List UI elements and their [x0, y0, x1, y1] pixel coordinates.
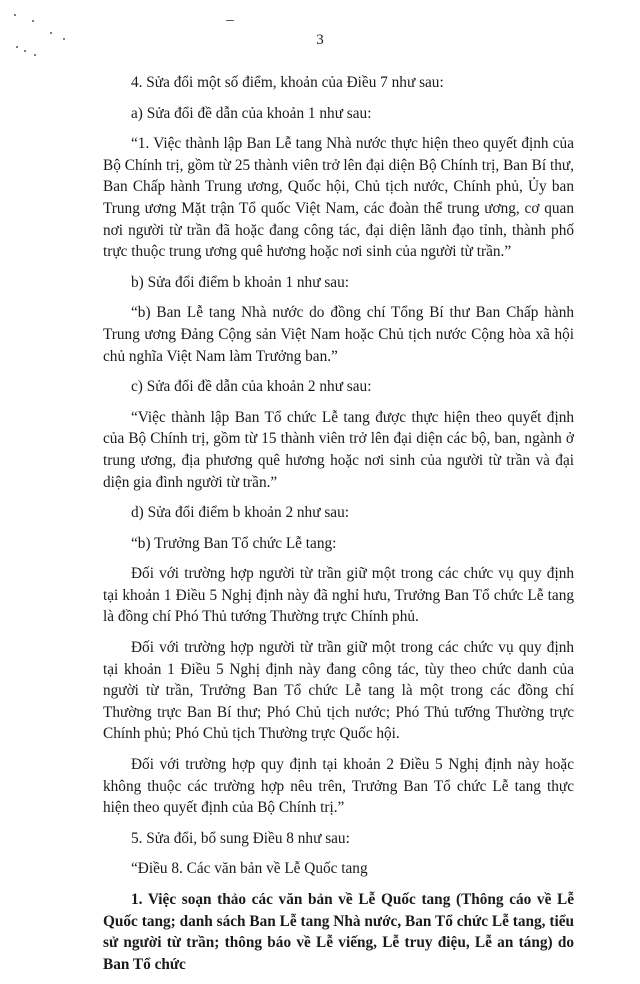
paragraph: b) Sửa đổi điểm b khoản 1 như sau: [131, 273, 349, 291]
paragraph: “b) Ban Lễ tang Nhà nước do đồng chí Tổng Bí thư Ban Chấp hành Trung ương Đảng Cộng sản Việt Nam hoặc Chủ tịch nước Cộng hòa xã hội chủ nghĩa Việt Nam làm Trưởng ban.” [103, 304, 574, 365]
paragraph: 5. Sửa đổi, bổ sung Điều 8 như sau: [131, 829, 350, 847]
paragraph: “Điều 8. Các văn bản về Lễ Quốc tang [131, 860, 368, 878]
paragraph: Đối với trường hợp người từ trần giữ một trong các chức vụ quy định tại khoản 1 Điều 5 Nghị định này đang công tác, tùy theo chức danh của người từ trần, Trưởng Ban Tổ chức Lễ tang là một trong các đồng chí Thường trực Ban Bí thư; Phó Chủ tịch nước; Phó Thủ tướng Thường trực Chính phủ; Phó Chủ tịch Thường trực Quốc hội. [103, 639, 574, 743]
article-heading: 1. Việc soạn thảo các văn bản về Lễ Quốc tang (Thông cáo về Lễ Quốc tang; danh sách Ban Lễ tang Nhà nước, Ban Tổ chức Lễ tang, tiểu sử người từ trần; thông báo về Lễ viếng, Lễ truy điệu, Lễ an táng) do Ban Tổ chức [103, 891, 574, 973]
paragraph: c) Sửa đổi đề dẫn của khoản 2 như sau: [131, 378, 372, 396]
paragraph: a) Sửa đổi đề dẫn của khoản 1 như sau: [131, 104, 372, 122]
paragraph: 4. Sửa đổi một số điểm, khoản của Điều 7 như sau: [131, 74, 444, 91]
paragraph: “b) Trưởng Ban Tổ chức Lễ tang: [131, 534, 337, 552]
paragraph: “1. Việc thành lập Ban Lễ tang Nhà nước thực hiện theo quyết định của Bộ Chính trị, gồm từ 25 thành viên trở lên đại diện Bộ Chính trị, Ban Bí thư, Ban Chấp hành Trung ương, Quốc hội, Chủ tịch nước, Chính phủ, Ủy ban Trung ương Mặt trận Tổ quốc Việt Nam, các đoàn thể trung ương, cơ quan nơi người từ trần đã hoặc đang công tác, đại diện lãnh đạo tỉnh, thành phố trực thuộc trung ương quê hương hoặc nơi sinh của người từ trần.” [103, 135, 574, 261]
paragraph: “Việc thành lập Ban Tổ chức Lễ tang được thực hiện theo quyết định của Bộ Chính trị, gồm từ 15 thành viên trở lên đại diện các bộ, ban, ngành ở trung ương, địa phương quê hương hoặc nơi sinh của người từ trần và đại diện gia đình người từ trần.” [103, 408, 574, 491]
paragraph: Đối với trường hợp người từ trần giữ một trong các chức vụ quy định tại khoản 1 Điều 5 Nghị định này đã nghỉ hưu, Trưởng Ban Tổ chức Lễ tang là đồng chí Phó Thủ tướng Thường trực Chính phủ. [103, 565, 574, 626]
paragraph: Đối với trường hợp quy định tại khoản 2 Điều 5 Nghị định này hoặc không thuộc các trường hợp nêu trên, Trưởng Ban Tổ chức Lễ tang thực hiện theo quyết định của Bộ Chính trị.” [103, 756, 574, 817]
page-number: 3 [316, 32, 324, 48]
document-body [103, 72, 574, 984]
paragraph: d) Sửa đổi điểm b khoản 2 như sau: [131, 504, 349, 522]
